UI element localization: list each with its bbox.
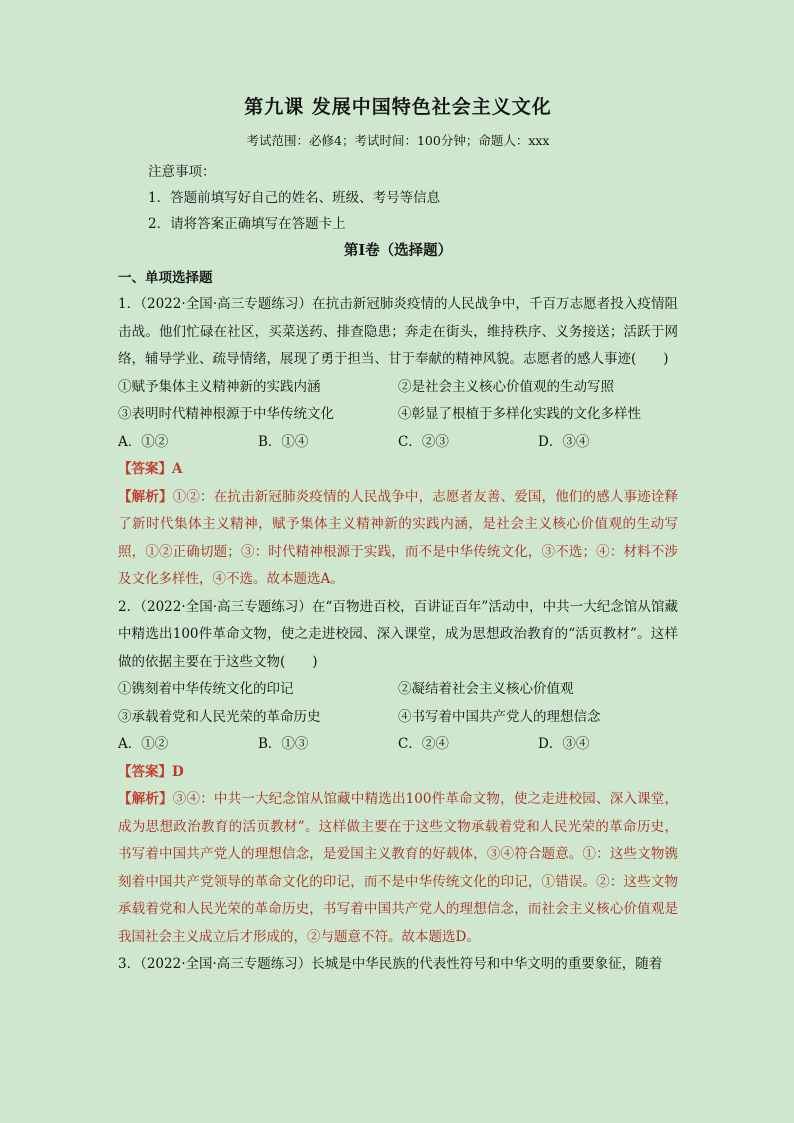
- choice-c: C．②④: [398, 736, 449, 752]
- analysis-label: 【解析】: [118, 488, 173, 505]
- notice-item: 1．答题前填写好自己的姓名、班级、考号等信息: [148, 190, 441, 206]
- question-1-stem: 1．（2022·全国·高三专题练习）在抗击新冠肺炎疫情的人民战争中，千百万志愿者投入疫情阻击战。他们忙碌在社区，买菜送药、排查隐患；奔走在街头，维持秩序、义务接送；活跃于网络，辅导学业、疏导情绪，展现了勇于担当、甘于奉献的精神风貌。志愿者的感人事迹( ): [118, 296, 678, 367]
- choice-c: C．②③: [398, 433, 449, 450]
- answer-value: D: [172, 763, 184, 780]
- choice-d: D．③④: [538, 736, 590, 752]
- option-item: ③表明时代精神根源于中华传统文化: [118, 406, 334, 422]
- question-1-analysis: [118, 484, 678, 594]
- option-item: ④书写着中国共产党人的理想信念: [398, 708, 601, 725]
- question-1-answer: [118, 456, 678, 484]
- question-3-stem: 3．（2022·全国·高三专题练习）长城是中华民族的代表性符号和中华文明的重要象征，随着: [118, 956, 663, 972]
- choice-d: D．③④: [538, 433, 590, 450]
- document-page: [118, 92, 678, 979]
- analysis-text: ①②：在抗击新冠肺炎疫情的人民战争中，志愿者友善、爱国，他们的感人事迹诠释了新时代集体主义精神，赋予集体主义精神新的实践内涵，是社会主义核心价值观的生动写照，①②正确切题；③：时代精神根源于实践，而不是中华传统文化，③不选；④：材料不涉及文化多样性，④不选。故本题选A。: [118, 488, 679, 587]
- option-item: ①镌刻着中华传统文化的印记: [118, 681, 294, 697]
- option-item: ②是社会主义核心价值观的生动写照: [398, 378, 614, 395]
- option-item: ④彰显了根植于多样化实践的文化多样性: [398, 406, 641, 422]
- choice-a: A．①②: [118, 433, 169, 450]
- choice-b: B．①④: [258, 433, 309, 450]
- question-2-choices: [118, 731, 678, 759]
- exam-info: 考试范围：必修4；考试时间：100分钟；命题人：xxx: [246, 133, 550, 148]
- question-2-analysis: [118, 786, 678, 951]
- option-item: ③承载着党和人民光荣的革命历史: [118, 708, 321, 725]
- notice-item: 2．请将答案正确填写在答题卡上: [148, 216, 346, 232]
- question-2-answer: [118, 759, 678, 787]
- choice-a: A．①②: [118, 736, 169, 752]
- option-item: ①赋予集体主义精神新的实践内涵: [118, 378, 321, 395]
- answer-label: 【答案】: [118, 461, 172, 477]
- page-title: 第九课 发展中国特色社会主义文化: [244, 96, 552, 118]
- volume-title: 第Ⅰ卷（选择题）: [343, 242, 453, 259]
- answer-value: A: [172, 461, 183, 477]
- question-2-options: [118, 676, 678, 731]
- question-1-choices: [118, 429, 678, 457]
- part-title: 一、单项选择题: [118, 270, 213, 286]
- question-2-stem: 2．（2022·全国·高三专题练习）在“百物进百校，百讲证百年”活动中，中共一大纪念馆从馆藏中精选出100件革命文物，使之走进校园、深入课堂，成为思想政治教育的“活页教材”。这样做的依据主要在于这些文物( ): [118, 598, 678, 670]
- choice-b: B．①③: [258, 736, 309, 752]
- answer-label: 【答案】: [118, 763, 172, 780]
- notice-heading: 注意事项：: [148, 164, 216, 180]
- question-1-options: [118, 374, 678, 429]
- analysis-text: ③④：中共一大纪念馆从馆藏中精选出100件革命文物，使之走进校园、深入课堂，成为思想政治教育的活页教材”。这样做主要在于这些文物承载着党和人民光荣的革命历史，书写着中国共产党人的理想信念，是爱国主义教育的好载体，③④符合题意。①：这些文物镌刻着中国共产党领导的革命文化的印记，而不是中华传统文化的印记，①错误。②：这些文物承载着党和人民光荣的革命历史，书写着中国共产党人的理想信念，而社会主义核心价值观是我国社会主义成立后才形成的，②与题意不符。故本题选D。: [118, 791, 678, 945]
- option-item: ②凝结着社会主义核心价值观: [398, 681, 574, 697]
- analysis-label: 【解析】: [118, 791, 173, 807]
